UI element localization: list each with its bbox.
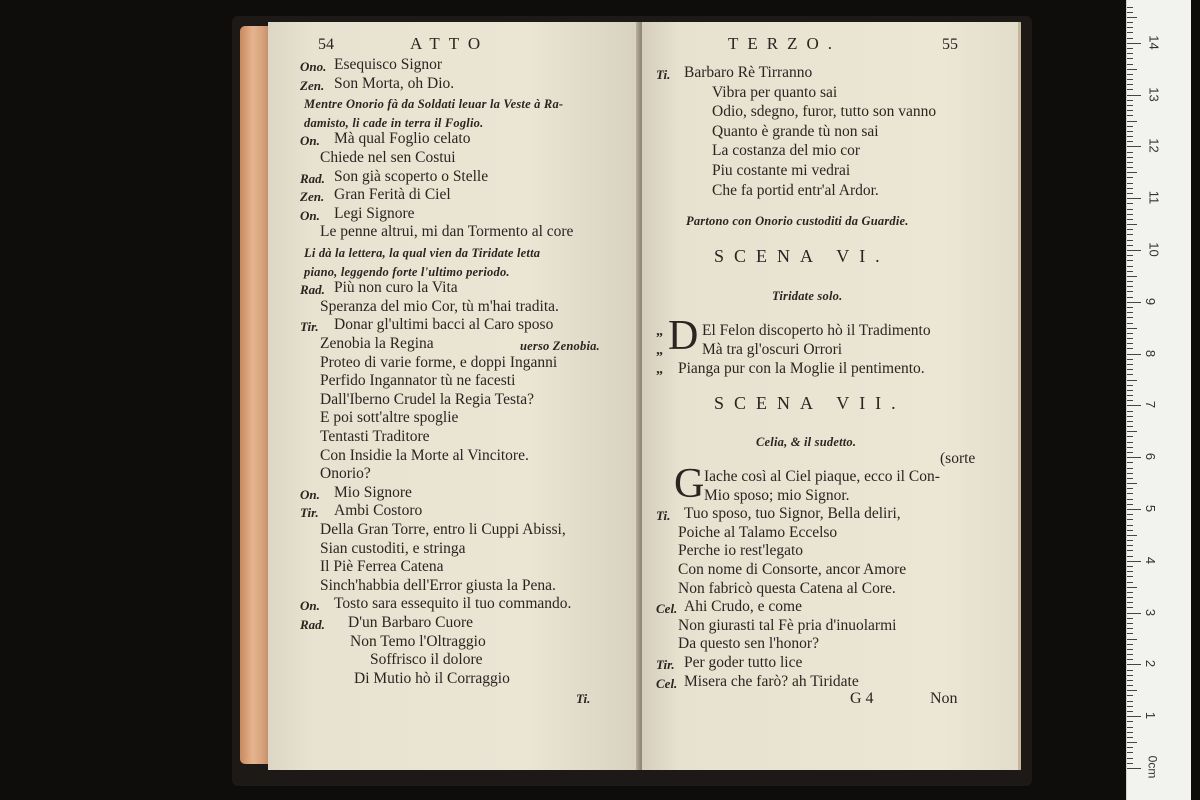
ruler-tick xyxy=(1127,602,1133,603)
running-head-right: TERZO. xyxy=(728,34,842,53)
ruler-tick xyxy=(1127,229,1133,230)
ruler-tick xyxy=(1127,126,1133,127)
ruler-tick xyxy=(1127,561,1141,562)
speaker-label: Tir. xyxy=(300,505,319,521)
speaker-label: On. xyxy=(300,133,320,149)
speaker-label: Tir. xyxy=(656,657,675,672)
ruler-tick xyxy=(1127,22,1133,23)
ruler-tick xyxy=(1127,240,1133,241)
ruler-tick xyxy=(1127,716,1141,717)
ruler-tick xyxy=(1127,623,1133,624)
ruler-tick xyxy=(1127,338,1133,339)
ruler-tick xyxy=(1127,670,1133,671)
verse-line: Poiche al Talamo Eccelso xyxy=(678,523,838,541)
verse-line: Sian custoditi, e stringa xyxy=(320,539,466,557)
ruler-tick xyxy=(1127,317,1133,318)
ruler-tick xyxy=(1127,592,1133,593)
verse-line: Le penne altrui, mi dan Tormento al core xyxy=(320,223,574,241)
ruler-tick xyxy=(1127,12,1133,13)
verse-line: La costanza del mio cor xyxy=(712,142,861,160)
ruler-tick xyxy=(1127,452,1133,453)
ruler-number: 10 xyxy=(1146,242,1162,257)
page-number-left: 54 xyxy=(318,36,334,53)
verse-line: Son già scoperto o Stelle xyxy=(334,167,489,185)
verse-line: Quanto è grande tù non sai xyxy=(712,122,879,140)
ruler-tick xyxy=(1127,64,1133,65)
quotation-mark: „ xyxy=(656,362,663,377)
verse-line: Gran Ferità di Ciel xyxy=(334,186,451,204)
ruler-number: 4 xyxy=(1143,556,1159,564)
speaker-label: On. xyxy=(300,486,320,502)
ruler-tick xyxy=(1127,333,1133,334)
ruler-tick xyxy=(1127,219,1133,220)
ruler-tick xyxy=(1127,214,1133,215)
ruler-tick xyxy=(1127,675,1133,676)
verse-line: Che fa portid entr'al Ardor. xyxy=(712,181,879,199)
speaker-label: Rad. xyxy=(300,617,325,632)
ruler-number: 6 xyxy=(1143,453,1159,461)
ruler-tick xyxy=(1127,607,1133,608)
page-number-right: 55 xyxy=(942,36,958,53)
ruler-number: 2 xyxy=(1143,660,1159,668)
ruler-tick xyxy=(1127,58,1133,59)
speaker-label: Zen. xyxy=(300,189,325,205)
ruler-tick xyxy=(1127,468,1133,469)
overflow-word-sorte: (sorte xyxy=(940,450,976,467)
running-head-left: ATTO xyxy=(410,34,490,53)
ruler-tick xyxy=(1127,188,1133,189)
ruler-tick xyxy=(1127,732,1133,733)
ruler-tick xyxy=(1127,266,1133,267)
ruler-tick xyxy=(1127,141,1133,142)
verse-line: Odio, sdegno, furor, tutto son vanno xyxy=(712,103,937,121)
ruler-tick xyxy=(1127,297,1133,298)
verse-line: Perfido Ingannator tù ne facesti xyxy=(320,372,516,390)
ruler-tick xyxy=(1127,100,1133,101)
verse-line: Di Mutio hò il Corraggio xyxy=(354,669,510,687)
speaker-label: Ono. xyxy=(300,59,327,74)
verse-line: Della Gran Torre, entro li Cuppi Abissi, xyxy=(320,521,566,538)
verse-line: Zenobia la Regina xyxy=(320,335,434,352)
ruler-tick xyxy=(1127,48,1133,49)
verse-line: El Felon discoperto hò il Tradimento xyxy=(702,322,931,339)
ruler-tick xyxy=(1127,582,1133,583)
speaker-label: On. xyxy=(300,598,320,614)
ruler-tick xyxy=(1127,618,1133,619)
ruler-tick xyxy=(1127,644,1133,645)
verse-line: Barbaro Rè Tirranno xyxy=(684,64,813,81)
ruler-tick xyxy=(1127,545,1133,546)
verse-line: Perche io rest'legato xyxy=(678,542,804,560)
ruler-tick xyxy=(1127,7,1133,8)
ruler-tick xyxy=(1127,566,1133,567)
verse-line: Pianga pur con la Moglie il pentimento. xyxy=(678,360,925,377)
ruler-number: 12 xyxy=(1146,138,1162,154)
ruler-number: 7 xyxy=(1143,401,1159,409)
ruler-tick xyxy=(1127,74,1133,75)
verse-line: Per goder tutto lice xyxy=(684,654,803,671)
ruler-tick xyxy=(1127,374,1133,375)
verse-line: Iache così al Ciel piaque, ecco il Con- xyxy=(704,468,940,485)
speaker-label: On. xyxy=(300,207,320,223)
verse-line: Misera che farò? ah Tiridate xyxy=(684,672,859,690)
verse-line: Dall'Iberno Crudel la Regia Testa? xyxy=(320,390,535,408)
verse-line: E poi sott'altre spoglie xyxy=(320,409,459,427)
ruler-tick xyxy=(1127,209,1133,210)
verse-line: Da questo sen l'honor? xyxy=(678,635,819,653)
ruler-tick xyxy=(1127,763,1133,764)
ruler-tick xyxy=(1127,121,1137,122)
stage-direction-line: piano, leggendo forte l'ultimo periodo. xyxy=(304,264,510,279)
ruler-tick xyxy=(1127,354,1141,355)
verse-line: Onorio? xyxy=(320,465,371,483)
scene-heading-6: SCENA VI. xyxy=(714,246,890,266)
verse-line: Son Morta, oh Dio. xyxy=(334,74,455,92)
verse-line: Mio Signore xyxy=(334,483,412,501)
ruler-tick xyxy=(1127,519,1133,520)
verse-line: Non Temo l'Oltraggio xyxy=(350,632,486,650)
ruler-tick xyxy=(1127,27,1133,28)
ruler-tick xyxy=(1127,276,1137,277)
ruler-tick xyxy=(1127,768,1141,769)
quotation-mark: „ xyxy=(656,343,663,358)
drop-cap: D xyxy=(668,313,699,359)
ruler-number: 5 xyxy=(1143,504,1159,513)
verse-line: Non fabricò questa Catena al Core. xyxy=(678,579,896,597)
ruler-tick xyxy=(1127,203,1133,204)
speaker-label: Rad. xyxy=(300,170,325,186)
ruler-tick xyxy=(1127,473,1133,474)
left-page xyxy=(268,22,640,770)
verse-line: Legi Signore xyxy=(334,204,415,222)
ruler-tick xyxy=(1127,659,1133,660)
ruler-tick xyxy=(1127,639,1137,640)
ruler-tick xyxy=(1127,504,1133,505)
ruler-tick xyxy=(1127,260,1133,261)
ruler-tick xyxy=(1127,436,1133,437)
ruler-tick xyxy=(1127,556,1133,557)
ruler-tick xyxy=(1127,431,1137,432)
ruler-tick xyxy=(1127,685,1133,686)
verse-line: Sinch'habbia dell'Error giusta la Pena. xyxy=(320,576,556,594)
catchword-left: Ti. xyxy=(576,691,591,706)
measurement-ruler xyxy=(1126,0,1191,800)
ruler-tick xyxy=(1127,488,1133,489)
verse-line: Esequisco Signor xyxy=(334,56,443,73)
ruler-tick xyxy=(1127,79,1133,80)
verse-line: Piu costante mi vedrai xyxy=(712,162,851,179)
ruler-tick xyxy=(1127,250,1141,251)
verse-line: Mà tra gl'oscuri Orrori xyxy=(702,341,843,358)
drop-cap: G xyxy=(674,461,705,507)
verse-line: Speranza del mio Cor, tù m'hai tradita. xyxy=(320,297,559,315)
stage-direction-line: Li dà la lettera, la qual vien da Tiridate letta xyxy=(304,246,541,260)
ruler-tick xyxy=(1127,255,1133,256)
verse-line: Non giurasti tal Fè pria d'inuolarmi xyxy=(678,616,897,634)
ruler-tick xyxy=(1127,291,1133,292)
ruler-unit-label: 0cm xyxy=(1145,755,1160,779)
stage-direction-line: Mentre Onorio fà da Soldati leuar la Veste à Ra- xyxy=(304,97,564,112)
ruler-tick xyxy=(1127,343,1133,344)
verse-line: Mio sposo; mio Signor. xyxy=(704,486,850,504)
ruler-tick xyxy=(1127,359,1133,360)
ruler-tick xyxy=(1127,416,1133,417)
ruler-tick xyxy=(1127,364,1133,365)
ruler-tick xyxy=(1127,680,1133,681)
ruler-tick xyxy=(1127,198,1141,199)
ruler-tick xyxy=(1127,742,1137,743)
ruler-tick xyxy=(1127,550,1133,551)
signature-mark: G 4 xyxy=(850,690,874,707)
ruler-tick xyxy=(1127,664,1141,665)
ruler-tick xyxy=(1127,395,1133,396)
verse-line: Donar gl'ultimi bacci al Caro sposo xyxy=(334,316,554,334)
ruler-tick xyxy=(1127,587,1137,588)
ruler-tick xyxy=(1127,38,1133,39)
ruler-tick xyxy=(1127,271,1133,272)
verse-line: Mà qual Foglio celato xyxy=(334,130,471,148)
ruler-tick xyxy=(1127,727,1133,728)
stage-direction-line: damisto, li cade in terra il Foglio. xyxy=(304,115,484,130)
ruler-tick xyxy=(1127,177,1133,178)
verse-line: Con Insidie la Morte al Vincitore. xyxy=(320,446,529,464)
ruler-number: 3 xyxy=(1143,608,1159,616)
ruler-tick xyxy=(1127,131,1133,132)
ruler-tick xyxy=(1127,390,1133,391)
ruler-tick xyxy=(1127,576,1133,577)
ruler-tick xyxy=(1127,136,1133,137)
speaker-label: Ti. xyxy=(656,508,671,524)
ruler-number: 11 xyxy=(1146,190,1162,205)
ruler-tick xyxy=(1127,530,1133,531)
ruler-tick xyxy=(1127,146,1141,147)
ruler-tick xyxy=(1127,695,1133,696)
ruler-tick xyxy=(1127,224,1137,225)
aside-direction: uerso Zenobia. xyxy=(520,339,600,353)
ruler-tick xyxy=(1127,193,1133,194)
verse-line: Tentasti Traditore xyxy=(320,428,430,445)
ruler-tick xyxy=(1127,328,1137,329)
verse-line: Chiede nel sen Costui xyxy=(320,149,456,166)
ruler-tick xyxy=(1127,167,1133,168)
ruler-tick xyxy=(1127,95,1141,96)
ruler-tick xyxy=(1127,385,1133,386)
ruler-tick xyxy=(1127,737,1133,738)
ruler-tick xyxy=(1127,110,1133,111)
ruler-tick xyxy=(1127,721,1133,722)
verse-line: Tuo sposo, tuo Signor, Bella deliri, xyxy=(684,505,901,523)
ruler-tick xyxy=(1127,369,1133,370)
ruler-tick xyxy=(1127,633,1133,634)
ruler-tick xyxy=(1127,411,1133,412)
ruler-tick xyxy=(1127,758,1133,759)
ruler-tick xyxy=(1127,421,1133,422)
ruler-tick xyxy=(1127,462,1133,463)
speaker-label: Zen. xyxy=(300,77,325,93)
scene-heading-7: SCENA VII. xyxy=(714,393,906,413)
ruler-tick xyxy=(1127,447,1133,448)
ruler-tick xyxy=(1127,701,1133,702)
ruler-tick xyxy=(1127,426,1133,427)
ruler-tick xyxy=(1127,105,1133,106)
ruler-tick xyxy=(1127,540,1133,541)
ruler-tick xyxy=(1127,152,1133,153)
ruler-tick xyxy=(1127,597,1133,598)
verse-line: Proteo di varie forme, e doppi Inganni xyxy=(320,353,558,371)
ruler-tick xyxy=(1127,514,1133,515)
ruler-tick xyxy=(1127,43,1141,44)
ruler-tick xyxy=(1127,302,1141,303)
speaker-label: Ti. xyxy=(656,67,671,82)
verse-line: Il Piè Ferrea Catena xyxy=(320,558,444,576)
ruler-number: 9 xyxy=(1143,297,1159,305)
ruler-tick xyxy=(1127,509,1141,510)
speaker-label: Rad. xyxy=(300,282,325,298)
ruler-tick xyxy=(1127,84,1133,85)
ruler-tick xyxy=(1127,690,1137,691)
verse-line: D'un Barbaro Cuore xyxy=(348,614,474,631)
ruler-tick xyxy=(1127,752,1133,753)
ruler-number: 8 xyxy=(1143,349,1159,357)
ruler-tick xyxy=(1127,323,1133,324)
ruler-tick xyxy=(1127,183,1133,184)
ruler-tick xyxy=(1127,162,1133,163)
ruler-tick xyxy=(1127,613,1141,614)
ruler-tick xyxy=(1127,493,1133,494)
ruler-tick xyxy=(1127,535,1137,536)
catchword-right: Non xyxy=(930,690,958,707)
verse-line: Più non curo la Vita xyxy=(334,279,458,297)
ruler-tick xyxy=(1127,312,1133,313)
ruler-tick xyxy=(1127,348,1133,349)
ruler-number: 1 xyxy=(1143,712,1159,720)
verse-line: Soffrisco il dolore xyxy=(370,651,483,669)
ruler-tick xyxy=(1127,654,1133,655)
ruler-tick xyxy=(1127,157,1133,158)
verse-line: Vibra per quanto sai xyxy=(712,83,838,101)
scene-7-characters: Celia, & il sudetto. xyxy=(756,435,857,449)
ruler-tick xyxy=(1127,442,1133,443)
ruler-tick xyxy=(1127,405,1141,406)
ruler-tick xyxy=(1127,286,1133,287)
right-page xyxy=(642,22,1021,770)
ruler-tick xyxy=(1127,571,1133,572)
ruler-tick xyxy=(1127,53,1133,54)
ruler-tick xyxy=(1127,69,1137,70)
ruler-tick xyxy=(1127,628,1133,629)
ruler-tick xyxy=(1127,32,1133,33)
ruler-tick xyxy=(1127,478,1133,479)
ruler-tick xyxy=(1127,281,1133,282)
scene-6-character: Tiridate solo. xyxy=(772,289,843,303)
ruler-tick xyxy=(1127,525,1133,526)
speaker-label: Tir. xyxy=(300,319,319,335)
ruler-tick xyxy=(1127,380,1137,381)
speaker-label: Cel. xyxy=(656,675,678,691)
ruler-tick xyxy=(1127,747,1133,748)
ruler-tick xyxy=(1127,711,1133,712)
speaker-label: Cel. xyxy=(656,601,678,617)
ruler-tick xyxy=(1127,649,1133,650)
verse-line: Ambi Costoro xyxy=(334,502,423,520)
ruler-tick xyxy=(1127,245,1133,246)
verse-line: Ahi Crudo, e come xyxy=(684,598,802,616)
ruler-number: 14 xyxy=(1146,35,1162,50)
ruler-tick xyxy=(1127,483,1137,484)
ruler-tick xyxy=(1127,499,1133,500)
verse-line: Con nome di Consorte, ancor Amore xyxy=(678,561,907,578)
ruler-number: 13 xyxy=(1146,86,1162,102)
ruler-tick xyxy=(1127,17,1137,18)
quotation-mark: „ xyxy=(656,324,663,339)
ruler-tick xyxy=(1127,307,1133,308)
ruler-tick xyxy=(1127,172,1137,173)
ruler-tick xyxy=(1127,400,1133,401)
stage-direction-partono: Partono con Onorio custoditi da Guardie. xyxy=(686,214,909,228)
verse-line: Tosto sara essequito il tuo commando. xyxy=(334,595,572,613)
ruler-tick xyxy=(1127,457,1141,458)
ruler-tick xyxy=(1127,115,1133,116)
ruler-tick xyxy=(1127,234,1133,235)
ruler-tick xyxy=(1127,706,1133,707)
ruler-tick xyxy=(1127,89,1133,90)
